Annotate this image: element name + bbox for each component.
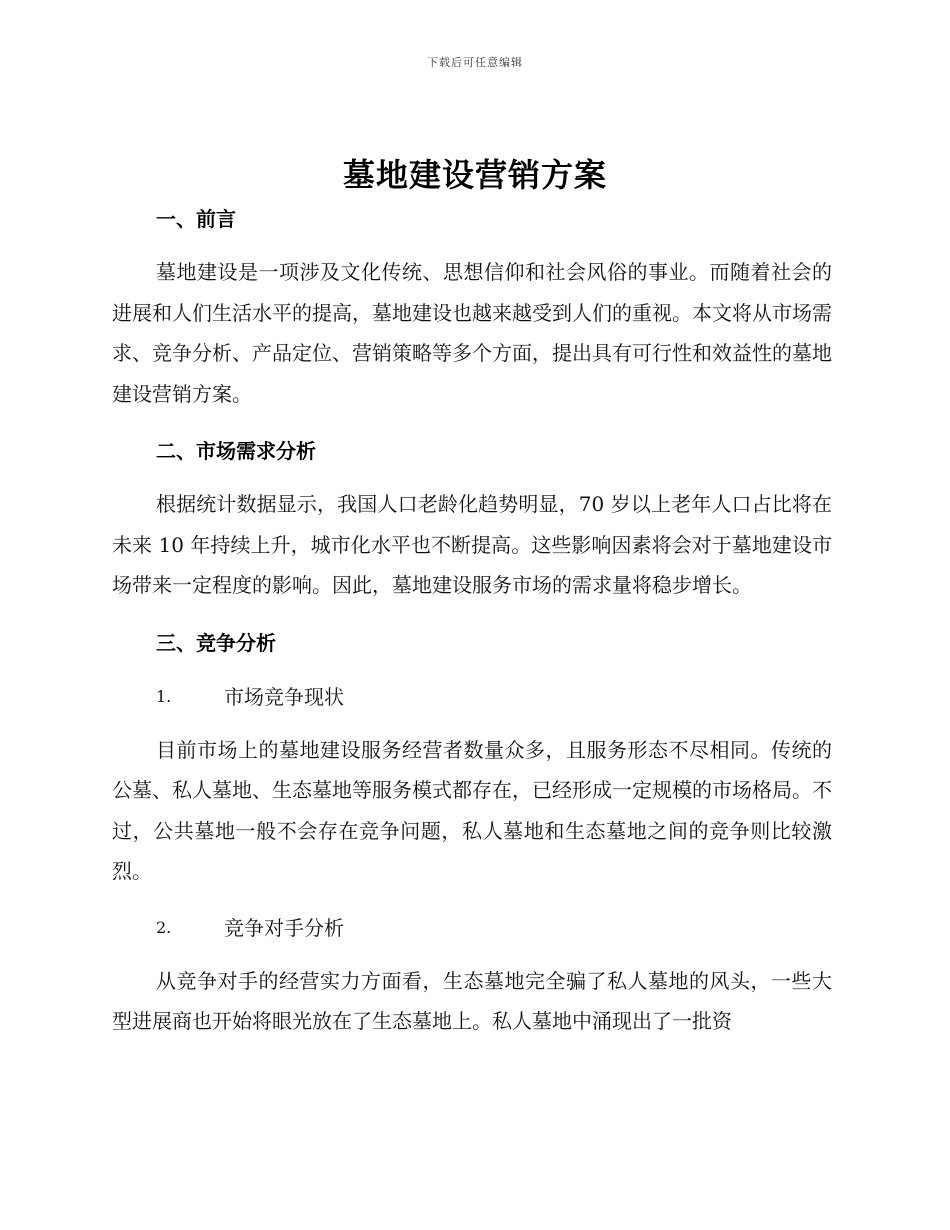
numbered-subheading-2 [112, 910, 832, 946]
competitor-analysis-paragraph: 从竞争对手的经营实力方面看，生态墓地完全骗了私人墓地的风头，一些大型进展商也开始将眼光放在了生态墓地上。私人墓地中涌现出了一批资 [112, 968, 832, 1033]
item-title: 竞争对手分析 [224, 915, 344, 940]
item-title: 市场竞争现状 [224, 684, 344, 709]
market-demand-paragraph: 根据统计数据显示，我国人口老龄化趋势明显，70 岁以上老年人口占比将在未来 10 年持续上升，城市化水平也不断提高。这些影响因素将会对于墓地建设市场带来一定程度的影响。因此，墓地建设服务市场的需求量将稳步增长。 [112, 492, 832, 597]
preface-paragraph: 墓地建设是一项涉及文化传统、思想信仰和社会风俗的事业。而随着社会的进展和人们生活水平的提高，墓地建设也越来越受到人们的重视。本文将从市场需求、竞争分析、产品定位、营销策略等多个方面，提出具有可行性和效益性的墓地建设营销方案。 [112, 260, 832, 406]
competition-status-paragraph: 目前市场上的墓地建设服务经营者数量众多，且服务形态不尽相同。传统的公墓、私人墓地、生态墓地等服务模式都存在，已经形成一定规模的市场格局。不过，公共墓地一般不会存在竞争问题，私人墓地和生态墓地之间的竞争则比较激烈。 [112, 737, 832, 883]
page-header-note: 下载后可任意编辑 [427, 56, 523, 69]
section-heading-preface: 一、前言 [156, 207, 236, 231]
numbered-subheading-1 [112, 679, 832, 715]
document-title: 墓地建设营销方案 [342, 156, 607, 194]
document-body [112, 201, 832, 1042]
item-number: 1. [156, 686, 172, 706]
section-heading-market-demand: 二、市场需求分析 [156, 439, 316, 463]
section-heading-competition: 三、竞争分析 [156, 630, 276, 655]
item-number: 2. [156, 917, 172, 937]
